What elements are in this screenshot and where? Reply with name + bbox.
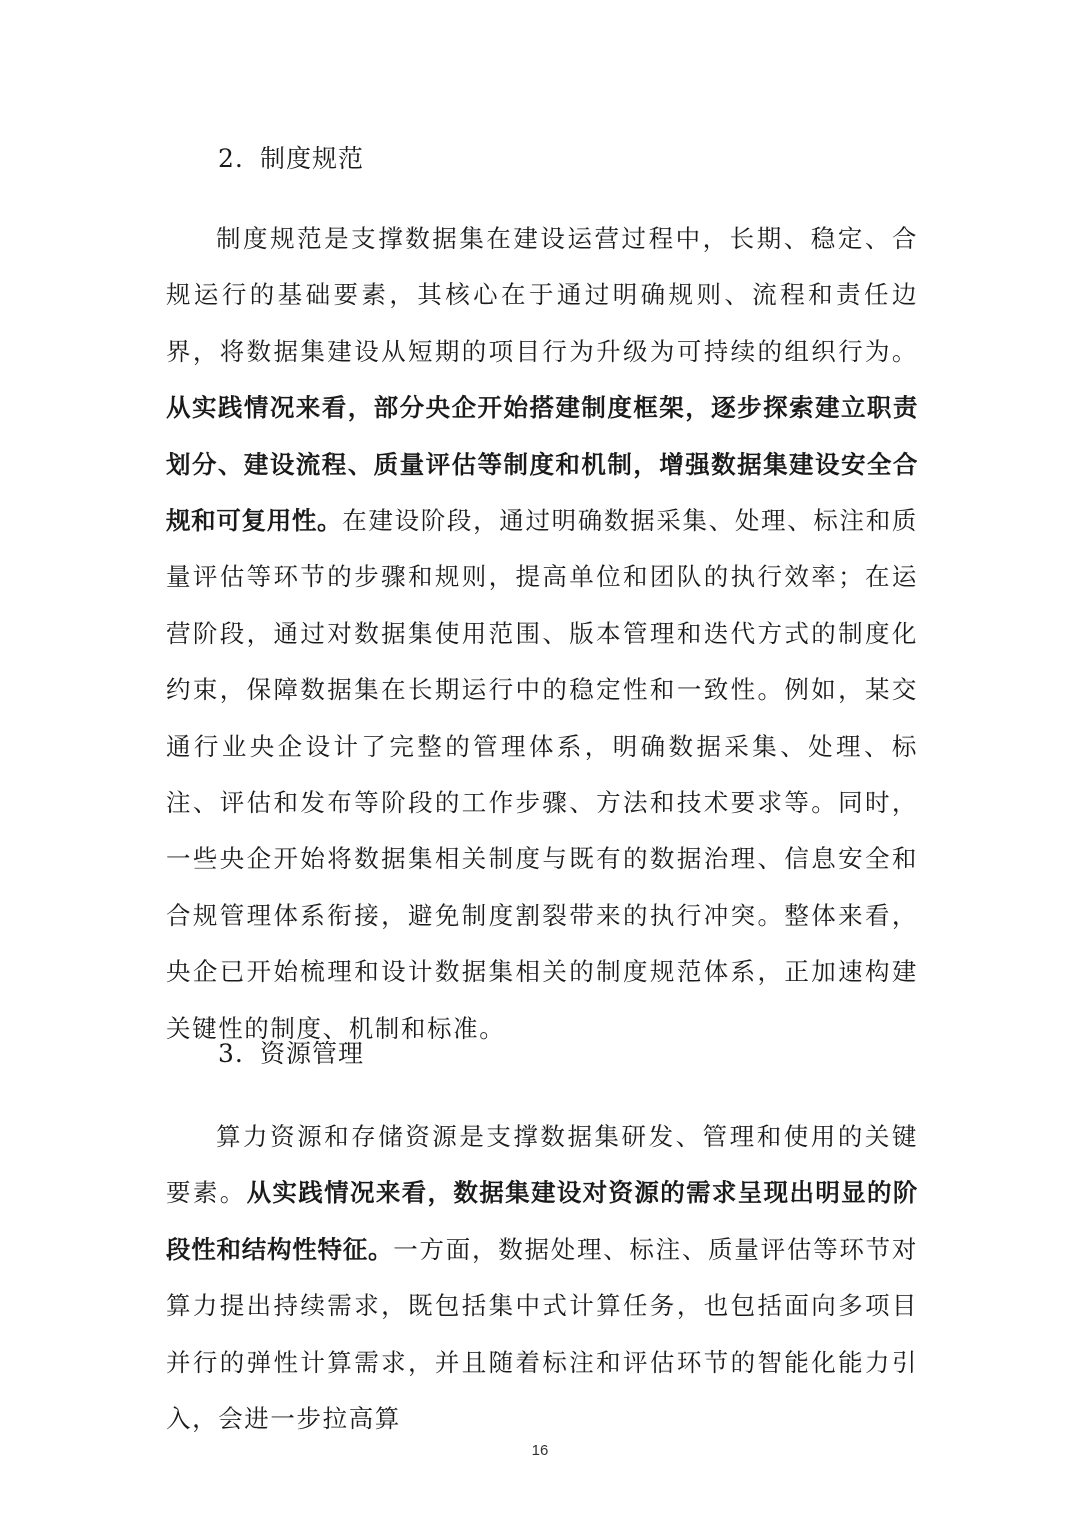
- paragraph-text: 一方面，数据处理、标注、质量评估等环节对算力提出持续需求，既包括集中式计算任务，也包括面向多项目并行的弹性计算需求，并且随着标注和评估环节的智能化能力引入，会进一步拉高算: [166, 1234, 918, 1434]
- section-heading-2: [218, 143, 364, 175]
- section-heading-3: [218, 1038, 364, 1070]
- section-number: 2.: [218, 144, 244, 173]
- section-title: 制度规范: [260, 144, 365, 173]
- section-title: 资源管理: [260, 1039, 365, 1068]
- paragraph-text: 制度规范是支撑数据集在建设运营过程中，长期、稳定、合规运行的基础要素，其核心在于通过明确规则、流程和责任边界，将数据集建设从短期的项目行为升级为可持续的组织行为。: [166, 224, 918, 366]
- section-number: 3.: [218, 1039, 244, 1068]
- paragraph-text: 算力资源和存储资源是支撑数据集研发、管理和使用的关键要素。: [166, 1122, 918, 1208]
- section-2-paragraph: [166, 211, 919, 1043]
- section-3-paragraph: [166, 1109, 918, 1434]
- emphasized-text: 从实践情况来看，部分央企开始搭建制度框架，逐步探索建立职责划分、建设流程、质量评估等制度和机制，增强数据集建设安全合规和可复用性。: [166, 393, 918, 536]
- emphasized-text: 从实践情况来看，数据集建设对资源的需求呈现出明显的阶段性和结构性特征。: [166, 1178, 918, 1264]
- page-number: 16: [531, 1442, 549, 1459]
- paragraph-text: 在建设阶段，通过明确数据采集、处理、标注和质量评估等环节的步骤和规则，提高单位和团队的执行效率；在运营阶段，通过对数据集使用范围、版本管理和迭代方式的制度化约束，保障数据集在长期运行中的稳定性和一致性。例如，某交通行业央企设计了完整的管理体系，明确数据采集、处理、标注、评估和发布等阶段的工作步骤、方法和技术要求等。同时，一些央企开始将数据集相关制度与既有的数据治理、信息安全和合规管理体系衔接，避免制度割裂带来的执行冲突。整体来看，央企已开始梳理和设计数据集相关的制度规范体系，正加速构建关键性的制度、机制和标准。: [166, 506, 919, 1043]
